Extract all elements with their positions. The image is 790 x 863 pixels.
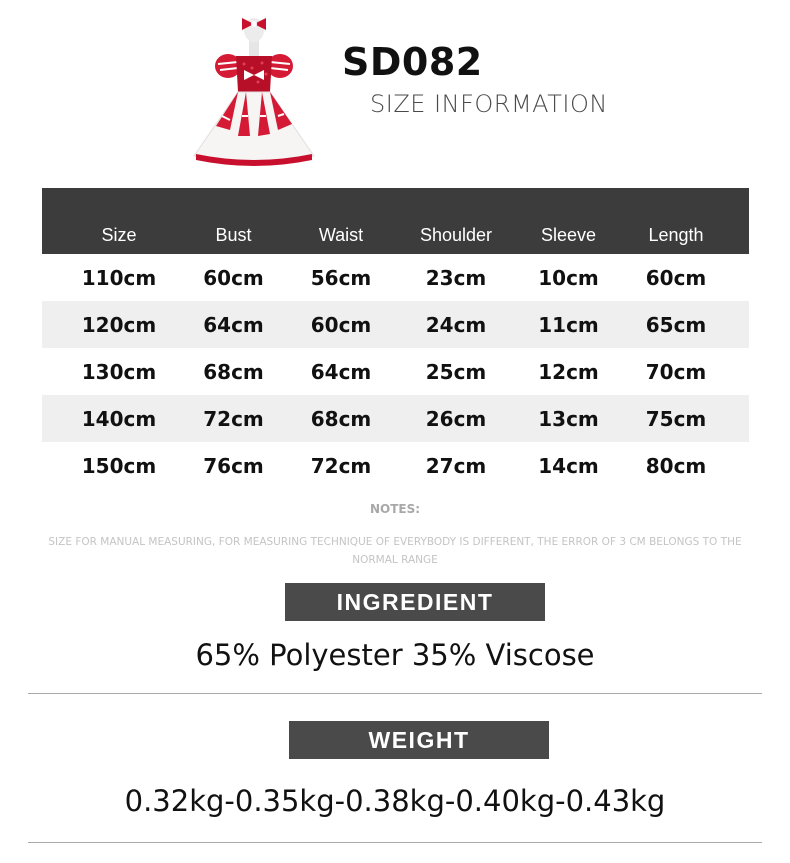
product-dress-image	[186, 8, 322, 176]
weight-heading: WEIGHT	[289, 721, 549, 759]
notes-text: SIZE FOR MANUAL MEASURING, FOR MEASURING TECHNIQUE OF EVERYBODY IS DIFFERENT, THE ERROR OF 3 CM BELONGS TO THE NORMAL RANGE	[48, 536, 742, 563]
table-cell: 26cm	[425, 406, 487, 431]
table-cell: 13cm	[538, 406, 599, 431]
table-cell: 120cm	[81, 312, 157, 337]
table-cell: 11cm	[538, 312, 599, 337]
ingredient-heading: INGREDIENT	[285, 583, 545, 621]
table-cell: 60cm	[645, 265, 707, 290]
table-cell: 27cm	[425, 453, 487, 478]
size-table	[42, 188, 749, 489]
table-cell: 64cm	[310, 359, 372, 384]
divider	[28, 693, 762, 694]
notes-title: NOTES:	[369, 502, 421, 516]
table-cell: 130cm	[81, 359, 157, 384]
header-cell-waist: Waist	[318, 225, 364, 245]
table-row	[42, 301, 749, 348]
table-cell: 75cm	[645, 406, 707, 431]
table-row	[42, 348, 749, 395]
table-cell: 68cm	[203, 359, 264, 384]
table-cell: 12cm	[538, 359, 599, 384]
table-cell: 60cm	[203, 265, 264, 290]
table-header	[42, 188, 749, 254]
header-cell-length: Length	[648, 225, 704, 245]
table-cell: 70cm	[645, 359, 707, 384]
table-cell: 72cm	[203, 406, 264, 431]
header-cell-shoulder: Shoulder	[419, 225, 493, 245]
table-cell: 64cm	[203, 312, 264, 337]
table-cell: 65cm	[645, 312, 707, 337]
table-cell: 10cm	[538, 265, 599, 290]
weight-value: 0.32kg-0.35kg-0.38kg-0.40kg-0.43kg	[124, 784, 666, 818]
table-cell: 150cm	[81, 453, 157, 478]
product-model-code: SD082	[342, 40, 483, 84]
table-row	[42, 442, 749, 489]
table-cell: 110cm	[81, 265, 157, 290]
header-cell-size: Size	[101, 225, 137, 245]
table-cell: 72cm	[310, 453, 372, 478]
size-information-title: SIZE INFORMATION	[370, 90, 608, 118]
table-cell: 25cm	[425, 359, 487, 384]
table-cell: 68cm	[310, 406, 372, 431]
table-cell: 23cm	[425, 265, 487, 290]
table-cell: 140cm	[81, 406, 157, 431]
table-cell: 24cm	[425, 312, 487, 337]
header-cell-sleeve: Sleeve	[540, 225, 597, 245]
table-row	[42, 395, 749, 442]
header-cell-bust: Bust	[215, 225, 252, 245]
table-cell: 76cm	[203, 453, 264, 478]
table-cell: 60cm	[310, 312, 372, 337]
ingredient-value: 65% Polyester 35% Viscose	[195, 638, 595, 672]
table-cell: 56cm	[310, 265, 372, 290]
table-row	[42, 254, 749, 301]
table-cell: 80cm	[645, 453, 707, 478]
table-cell: 14cm	[538, 453, 599, 478]
divider	[28, 842, 762, 843]
